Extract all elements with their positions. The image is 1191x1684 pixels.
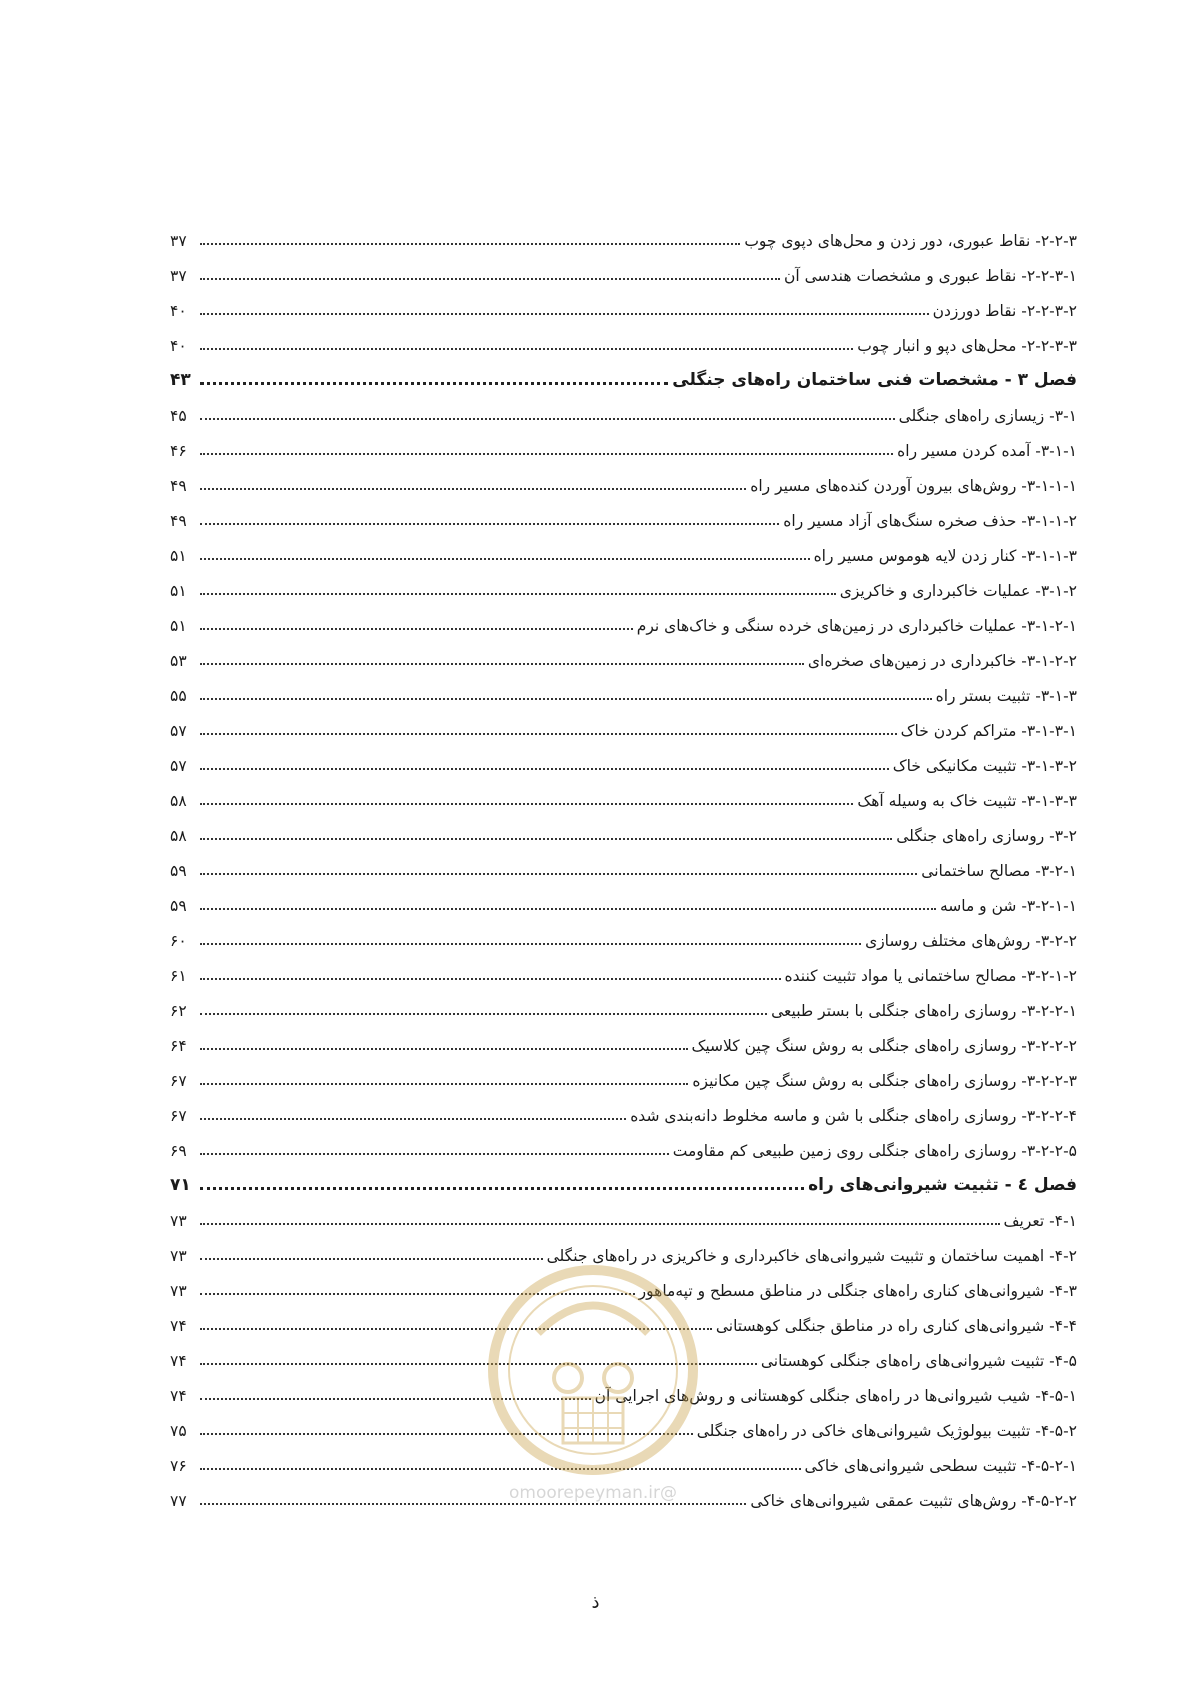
dot-leader	[200, 1187, 804, 1190]
toc-entry-page-number: ۳۷	[170, 231, 187, 250]
toc-entry-title: ۳-۱-۲-۲- خاکبرداری در زمین‌های صخره‌ای	[807, 651, 1077, 670]
toc-row[interactable]	[170, 1439, 1077, 1474]
toc-row[interactable]	[170, 669, 1077, 704]
dot-leader	[200, 1048, 688, 1050]
toc-row[interactable]	[170, 1474, 1077, 1509]
toc-entry-title: ۳-۲-۲-۱- روسازی راه‌های جنگلی با بستر طبیعی	[771, 1001, 1077, 1020]
dot-leader	[200, 243, 740, 245]
toc-entry-page-number: ۵۷	[170, 721, 187, 740]
toc-entry-title: ۴-۵-۱- شیب شیروانی‌ها در راه‌های جنگلی کوهستانی و روش‌های اجرایی آن	[594, 1386, 1077, 1405]
toc-entry-title: ۲-۲-۳-۲- نقاط دورزدن	[932, 301, 1077, 320]
dot-leader	[200, 488, 746, 490]
toc-entry-page-number: ۶۹	[170, 1141, 187, 1160]
dot-leader	[200, 1013, 767, 1015]
toc-row[interactable]	[170, 459, 1077, 494]
toc-row[interactable]	[170, 284, 1077, 319]
dot-leader	[200, 698, 932, 700]
toc-row[interactable]	[170, 634, 1077, 669]
toc-entry-title: ۴-۵-۲- تثبیت بیولوژیک شیروانی‌های خاکی در راه‌های جنگلی	[696, 1421, 1077, 1440]
toc-entry-page-number: ۴۶	[170, 441, 187, 460]
dot-leader	[200, 1398, 591, 1400]
toc-entry-page-number: ۶۱	[170, 966, 187, 985]
toc-chapter-row[interactable]	[170, 1159, 1077, 1194]
dot-leader	[200, 908, 936, 910]
toc-row[interactable]	[170, 214, 1077, 249]
toc-row[interactable]	[170, 249, 1077, 284]
toc-entry-title: ۳-۲-۲-۴- روسازی راه‌های جنگلی با شن و ماسه مخلوط دانه‌بندی شده	[630, 1106, 1077, 1125]
toc-entry-title: ۴-۱- تعریف	[1003, 1211, 1077, 1230]
toc-row[interactable]	[170, 389, 1077, 424]
dot-leader	[200, 1118, 626, 1120]
toc-entry-page-number: ۷۳	[170, 1281, 187, 1300]
toc-entry-page-number: ۴۰	[170, 301, 187, 320]
toc-row[interactable]	[170, 1264, 1077, 1299]
toc-entry-page-number: ۵۱	[170, 616, 187, 635]
table-of-contents	[170, 214, 1077, 1509]
toc-entry-title: ۴-۵-۲-۱- تثبیت سطحی شیروانی‌های خاکی	[804, 1456, 1077, 1475]
toc-row[interactable]	[170, 914, 1077, 949]
dot-leader	[200, 733, 897, 735]
dot-leader	[200, 943, 861, 945]
toc-row[interactable]	[170, 1194, 1077, 1229]
dot-leader	[200, 1468, 801, 1470]
dot-leader	[200, 313, 929, 315]
toc-entry-title: ۳-۱-۱-۳- کنار زدن لایه هوموس مسیر راه	[813, 546, 1077, 565]
dot-leader	[200, 838, 892, 840]
toc-row[interactable]	[170, 1124, 1077, 1159]
toc-row[interactable]	[170, 1369, 1077, 1404]
dot-leader	[200, 418, 895, 420]
toc-entry-title: ۳-۲-۱-۱- شن و ماسه	[939, 896, 1077, 915]
dot-leader	[200, 1363, 757, 1365]
toc-entry-title: ۲-۲-۳-۳- محل‌های دپو و انبار چوب	[857, 336, 1077, 355]
toc-entry-title: ۴-۵- تثبیت شیروانی‌های راه‌های جنگلی کوهستانی	[760, 1351, 1077, 1370]
page-number: ذ	[591, 1592, 600, 1613]
toc-entry-page-number: ۵۹	[170, 896, 187, 915]
toc-entry-page-number: ۵۸	[170, 791, 187, 810]
toc-entry-title: فصل ٤ - تثبیت شیروانی‌های راه	[808, 1175, 1077, 1195]
watermark-text: @omoorepeyman.ir	[508, 1483, 678, 1503]
toc-row[interactable]	[170, 1054, 1077, 1089]
toc-entry-page-number: ۵۸	[170, 826, 187, 845]
toc-row[interactable]	[170, 704, 1077, 739]
toc-row[interactable]	[170, 949, 1077, 984]
toc-entry-page-number: ۵۵	[170, 686, 187, 705]
toc-entry-title: ۳-۱-۱-۲- حذف صخره سنگ‌های آزاد مسیر راه	[783, 511, 1077, 530]
toc-entry-page-number: ۷۱	[170, 1175, 191, 1195]
toc-entry-page-number: ۷۳	[170, 1211, 187, 1230]
toc-entry-page-number: ۶۷	[170, 1106, 187, 1125]
toc-entry-page-number: ۳۷	[170, 266, 187, 285]
toc-entry-page-number: ۴۹	[170, 511, 187, 530]
dot-leader	[200, 1503, 746, 1505]
toc-entry-page-number: ۷۶	[170, 1456, 187, 1475]
toc-entry-title: ۴-۵-۲-۲- روش‌های تثبیت عمقی شیروانی‌های خاکی	[750, 1491, 1077, 1510]
toc-row[interactable]	[170, 1334, 1077, 1369]
toc-row[interactable]	[170, 774, 1077, 809]
toc-entry-title: ۲-۲-۳- نقاط عبوری، دور زدن و محل‌های دپوی چوب	[744, 231, 1077, 250]
toc-entry-page-number: ۷۷	[170, 1491, 187, 1510]
toc-entry-title: ۴-۲- اهمیت ساختمان و تثبیت شیروانی‌های خاکبرداری و خاکریزی در راه‌های جنگلی	[546, 1246, 1077, 1265]
toc-row[interactable]	[170, 879, 1077, 914]
toc-row[interactable]	[170, 424, 1077, 459]
toc-entry-title: ۳-۱-۳-۲- تثبیت مکانیکی خاک	[892, 756, 1077, 775]
toc-entry-page-number: ۴۵	[170, 406, 187, 425]
toc-entry-title: ۳-۱- زیسازی راه‌های جنگلی	[898, 406, 1077, 425]
dot-leader	[200, 1433, 693, 1435]
toc-row[interactable]	[170, 494, 1077, 529]
toc-entry-page-number: ۶۰	[170, 931, 187, 950]
toc-entry-title: ۳-۲- روسازی راه‌های جنگلی	[896, 826, 1077, 845]
dot-leader	[200, 1223, 1000, 1225]
toc-row[interactable]	[170, 1404, 1077, 1439]
toc-entry-title: ۳-۱-۳-۳- تثبیت خاک به وسیله آهک	[857, 791, 1077, 810]
toc-row[interactable]	[170, 319, 1077, 354]
toc-entry-title: ۳-۲-۲-۳- روسازی راه‌های جنگلی به روش سنگ چین مکانیزه	[692, 1071, 1077, 1090]
toc-entry-title: ۳-۲-۲- روش‌های مختلف روسازی	[865, 931, 1077, 950]
toc-entry-page-number: ۶۴	[170, 1036, 187, 1055]
toc-entry-page-number: ۴۹	[170, 476, 187, 495]
toc-entry-page-number: ۵۷	[170, 756, 187, 775]
toc-entry-title: ۳-۱-۱-۱- روش‌های بیرون آوردن کنده‌های مسیر راه	[750, 476, 1077, 495]
toc-entry-title: فصل ۳ - مشخصات فنی ساختمان راه‌های جنگلی	[672, 370, 1077, 390]
toc-row[interactable]	[170, 1089, 1077, 1124]
toc-entry-title: ۲-۲-۳-۱- نقاط عبوری و مشخصات هندسی آن	[784, 266, 1077, 285]
toc-row[interactable]	[170, 564, 1077, 599]
toc-row[interactable]	[170, 599, 1077, 634]
toc-entry-title: ۳-۱-۲-۱- عملیات خاکبرداری در زمین‌های خرده سنگی و خاک‌های نرم	[636, 616, 1077, 635]
toc-entry-page-number: ۷۴	[170, 1386, 187, 1405]
dot-leader	[200, 348, 853, 350]
toc-row[interactable]	[170, 1229, 1077, 1264]
dot-leader	[200, 382, 668, 385]
toc-entry-title: ۳-۲-۲-۲- روسازی راه‌های جنگلی به روش سنگ چین کلاسیک	[691, 1036, 1077, 1055]
dot-leader	[200, 628, 633, 630]
toc-entry-page-number: ۷۴	[170, 1316, 187, 1335]
toc-entry-title: ۳-۲-۱- مصالح ساختمانی	[921, 861, 1077, 880]
dot-leader	[200, 803, 853, 805]
dot-leader	[200, 1293, 635, 1295]
toc-entry-title: ۳-۲-۱-۲- مصالح ساختمانی یا مواد تثبیت کننده	[784, 966, 1077, 985]
dot-leader	[200, 453, 893, 455]
dot-leader	[200, 558, 810, 560]
toc-row[interactable]	[170, 1299, 1077, 1334]
dot-leader	[200, 768, 889, 770]
dot-leader	[200, 873, 917, 875]
dot-leader	[200, 978, 781, 980]
toc-entry-title: ۳-۱-۱- آمده کردن مسیر راه	[897, 441, 1077, 460]
dot-leader	[200, 1153, 669, 1155]
dot-leader	[200, 1328, 712, 1330]
toc-row[interactable]	[170, 739, 1077, 774]
toc-entry-title: ۳-۱-۲- عملیات خاکبرداری و خاکریزی	[839, 581, 1077, 600]
toc-row[interactable]	[170, 1019, 1077, 1054]
dot-leader	[200, 1258, 543, 1260]
toc-row[interactable]	[170, 844, 1077, 879]
toc-entry-page-number: ۷۴	[170, 1351, 187, 1370]
toc-entry-page-number: ۴۳	[170, 370, 191, 390]
toc-entry-page-number: ۴۰	[170, 336, 187, 355]
toc-row[interactable]	[170, 809, 1077, 844]
toc-entry-title: ۴-۳- شیروانی‌های کناری راه‌های جنگلی در مناطق مسطح و تپه‌ماهور	[638, 1281, 1077, 1300]
dot-leader	[200, 1083, 688, 1085]
toc-entry-page-number: ۷۵	[170, 1421, 187, 1440]
toc-row[interactable]	[170, 529, 1077, 564]
dot-leader	[200, 593, 836, 595]
toc-entry-page-number: ۷۳	[170, 1246, 187, 1265]
dot-leader	[200, 278, 780, 280]
toc-entry-title: ۳-۱-۳- تثبیت بستر راه	[935, 686, 1077, 705]
toc-entry-page-number: ۶۷	[170, 1071, 187, 1090]
toc-entry-title: ۳-۲-۲-۵- روسازی راه‌های جنگلی روی زمین طبیعی کم مقاومت	[672, 1141, 1077, 1160]
toc-entry-title: ۳-۱-۳-۱- متراکم کردن خاک	[900, 721, 1077, 740]
toc-entry-page-number: ۶۲	[170, 1001, 187, 1020]
dot-leader	[200, 523, 779, 525]
toc-row[interactable]	[170, 984, 1077, 1019]
toc-chapter-row[interactable]	[170, 354, 1077, 389]
toc-entry-page-number: ۵۳	[170, 651, 187, 670]
toc-entry-page-number: ۵۱	[170, 581, 187, 600]
dot-leader	[200, 663, 804, 665]
toc-entry-title: ۴-۴- شیروانی‌های کناری راه در مناطق جنگلی کوهستانی	[715, 1316, 1077, 1335]
toc-entry-page-number: ۵۹	[170, 861, 187, 880]
toc-entry-page-number: ۵۱	[170, 546, 187, 565]
